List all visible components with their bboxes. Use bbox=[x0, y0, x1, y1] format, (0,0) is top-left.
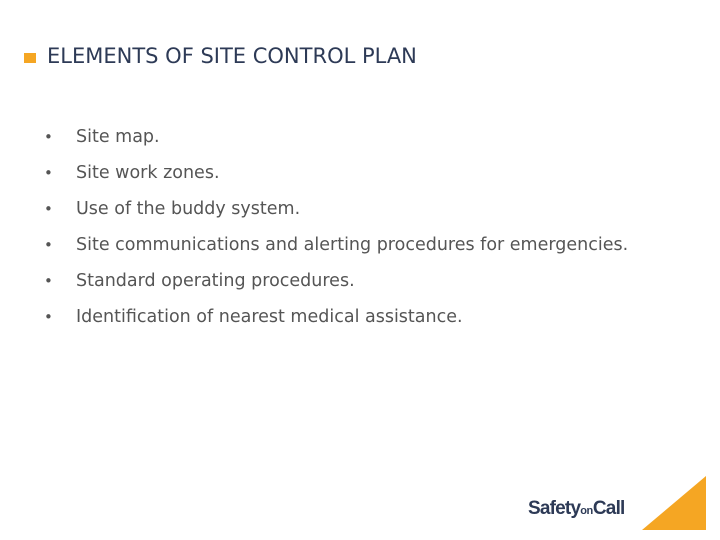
corner-triangle-icon bbox=[642, 476, 706, 530]
slide-title: ELEMENTS OF SITE CONTROL PLAN bbox=[47, 44, 417, 68]
bullet-text: Use of the buddy system. bbox=[76, 199, 301, 219]
bullet-text: Identification of nearest medical assistance. bbox=[76, 307, 463, 327]
bullet-text: Site work zones. bbox=[76, 163, 220, 183]
bullet-dot-icon: • bbox=[44, 164, 53, 182]
safety-on-call-logo bbox=[528, 498, 625, 522]
bullet-list bbox=[44, 127, 628, 343]
bullet-item bbox=[44, 307, 628, 343]
bullet-item bbox=[44, 163, 628, 199]
bullet-dot-icon: • bbox=[44, 272, 53, 290]
bullet-dot-icon: • bbox=[44, 308, 53, 326]
logo-part-safety: Safety bbox=[528, 498, 581, 519]
title-marker-icon bbox=[24, 53, 36, 63]
bullet-text: Site map. bbox=[76, 127, 160, 147]
bullet-dot-icon: • bbox=[44, 236, 53, 254]
bullet-item bbox=[44, 271, 628, 307]
bullet-text: Site communications and alerting procedures for emergencies. bbox=[76, 235, 629, 255]
bullet-text: Standard operating procedures. bbox=[76, 271, 355, 291]
bullet-dot-icon: • bbox=[44, 128, 53, 146]
corner-triangle-shape bbox=[642, 476, 706, 530]
logo-part-call: Call bbox=[592, 498, 625, 519]
bullet-dot-icon: • bbox=[44, 200, 53, 218]
logo-part-on: on bbox=[580, 505, 593, 517]
bullet-item bbox=[44, 199, 628, 235]
bullet-item bbox=[44, 235, 628, 271]
bullet-item bbox=[44, 127, 628, 163]
